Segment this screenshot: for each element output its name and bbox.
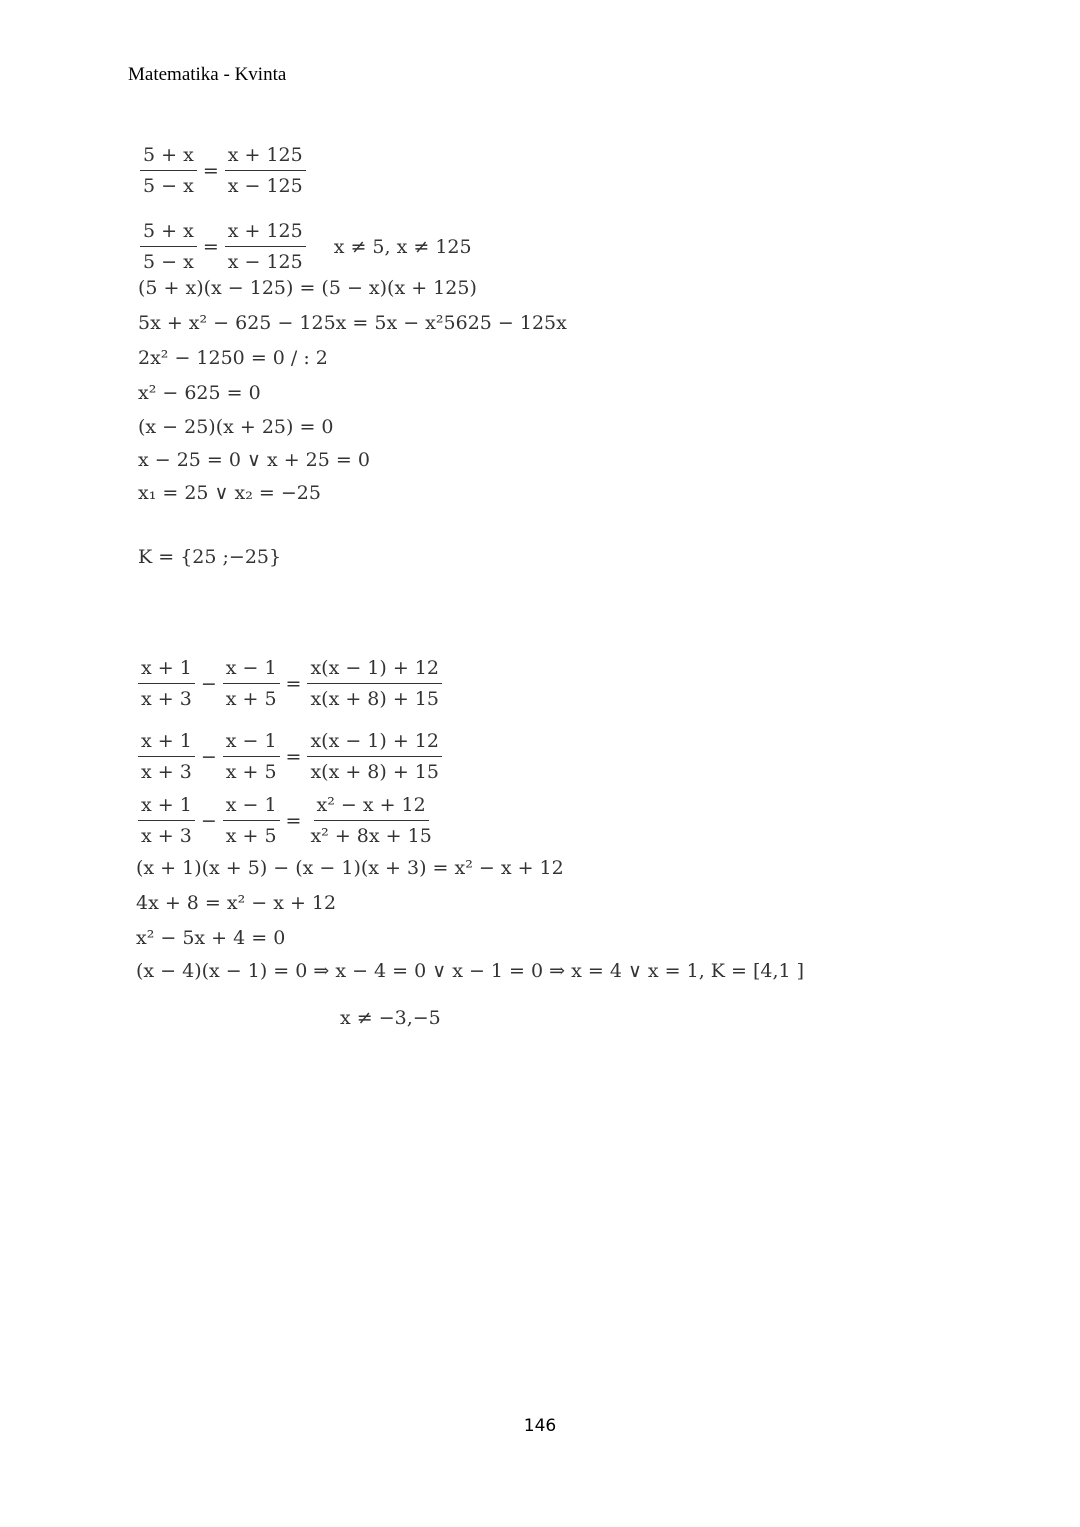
fraction xyxy=(140,218,197,275)
p2-step-4: (x − 4)(x − 1) = 0 ⇒ x − 4 = 0 ∨ x − 1 = 0 ⇒ x = 4 ∨ x = 1, K = [4,1 ] xyxy=(136,960,805,982)
fraction xyxy=(138,792,195,849)
denominator: 5 − x xyxy=(143,175,194,197)
p2-equation-2 xyxy=(136,728,444,785)
p1-step-5: (x − 25)(x + 25) = 0 xyxy=(138,416,334,438)
p1-step-7: x₁ = 25 ∨ x₂ = −25 xyxy=(138,482,321,504)
denominator: x + 3 xyxy=(141,825,192,847)
operator: = xyxy=(202,235,219,258)
numerator: x + 125 xyxy=(225,142,306,171)
numerator: x + 1 xyxy=(138,728,195,757)
fraction xyxy=(307,655,442,712)
operator: = xyxy=(285,809,302,832)
operator: = xyxy=(202,159,219,182)
denominator: x + 5 xyxy=(225,688,277,710)
fraction xyxy=(138,728,195,785)
p1-step-2: 5x + x² − 625 − 125x = 5x − x²5625 − 125x xyxy=(138,312,567,334)
fraction xyxy=(223,792,280,849)
fraction xyxy=(140,142,197,199)
p1-equation-1 xyxy=(138,142,308,199)
denominator: x + 5 xyxy=(225,825,277,847)
operator: − xyxy=(200,672,217,695)
page-number: 146 xyxy=(523,1416,557,1436)
p1-solution: K = {25 ;−25} xyxy=(138,546,282,568)
numerator: x(x − 1) + 12 xyxy=(307,655,442,684)
fraction xyxy=(225,142,306,199)
numerator: 5 + x xyxy=(140,218,197,247)
p1-equation-2 xyxy=(138,218,472,275)
numerator: x + 125 xyxy=(225,218,306,247)
numerator: 5 + x xyxy=(140,142,197,171)
denominator: x − 125 xyxy=(227,251,303,273)
fraction xyxy=(225,218,306,275)
p1-step-3: 2x² − 1250 = 0 / : 2 xyxy=(138,347,328,369)
p1-step-6: x − 25 = 0 ∨ x + 25 = 0 xyxy=(138,449,370,471)
domain-condition: x ≠ 5, x ≠ 125 xyxy=(333,235,472,258)
p2-step-2: 4x + 8 = x² − x + 12 xyxy=(136,892,337,914)
denominator: x + 5 xyxy=(225,761,277,783)
p1-step-4: x² − 625 = 0 xyxy=(138,382,261,404)
p1-step-1: (5 + x)(x − 125) = (5 − x)(x + 125) xyxy=(138,277,477,299)
numerator: x² − x + 12 xyxy=(314,792,429,821)
p2-domain-condition: x ≠ −3,−5 xyxy=(340,1007,441,1029)
numerator: x − 1 xyxy=(223,655,280,684)
denominator: x(x + 8) + 15 xyxy=(310,761,439,783)
denominator: x + 3 xyxy=(141,688,192,710)
operator: − xyxy=(200,745,217,768)
numerator: x(x − 1) + 12 xyxy=(307,728,442,757)
numerator: x − 1 xyxy=(223,792,280,821)
p2-step-3: x² − 5x + 4 = 0 xyxy=(136,927,286,949)
p2-equation-3 xyxy=(136,792,437,849)
fraction xyxy=(138,655,195,712)
denominator: x − 125 xyxy=(227,175,303,197)
denominator: x + 3 xyxy=(141,761,192,783)
numerator: x + 1 xyxy=(138,655,195,684)
numerator: x + 1 xyxy=(138,792,195,821)
operator: = xyxy=(285,745,302,768)
page-header: Matematika - Kvinta xyxy=(128,64,287,85)
fraction xyxy=(307,728,442,785)
p2-equation-1 xyxy=(136,655,444,712)
numerator: x − 1 xyxy=(223,728,280,757)
denominator: 5 − x xyxy=(143,251,194,273)
denominator: x² + 8x + 15 xyxy=(310,825,432,847)
fraction xyxy=(223,655,280,712)
p2-step-1: (x + 1)(x + 5) − (x − 1)(x + 3) = x² − x + 12 xyxy=(136,857,564,879)
operator: = xyxy=(285,672,302,695)
fraction xyxy=(223,728,280,785)
denominator: x(x + 8) + 15 xyxy=(310,688,439,710)
operator: − xyxy=(200,809,217,832)
fraction xyxy=(307,792,434,849)
